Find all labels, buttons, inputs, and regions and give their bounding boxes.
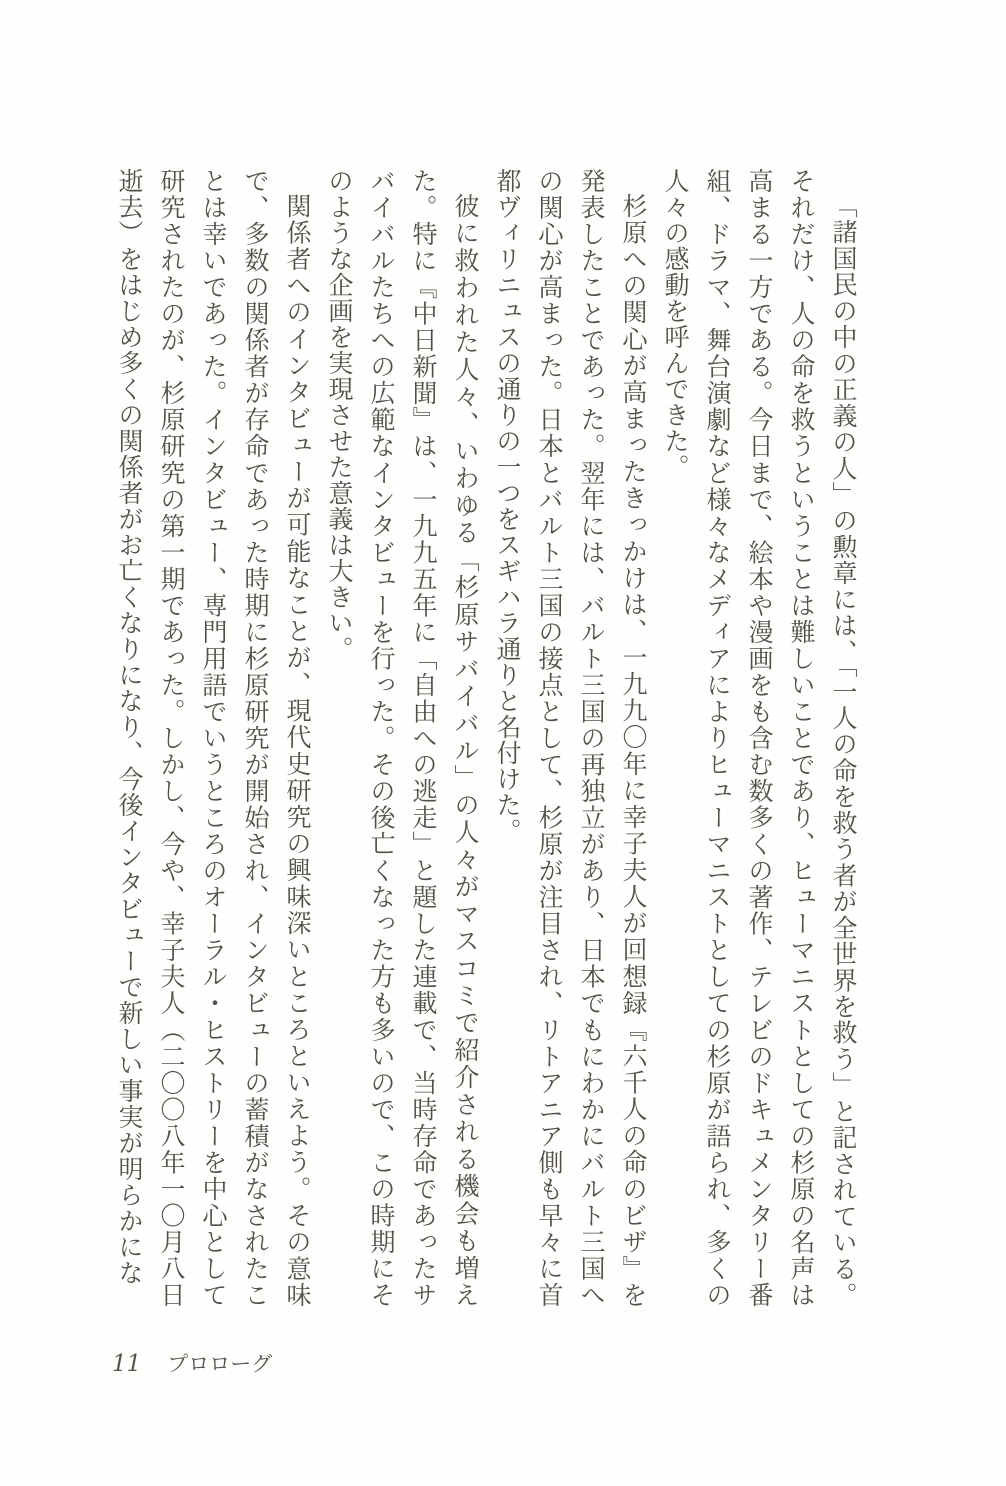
section-title: プロローグ [167, 1352, 273, 1376]
body-paragraph: 「諸国民の中の正義の人」の勲章には、「一人の命を救う者が全世界を救う」と記されている。それだけ、人の命を救うということは難しいことであり、ヒューマニストとしての杉原の名声は高まる一方である。今日まで、絵本や漫画をも含む数多くの著作、テレビのドキュメンタリー番組、ドラマ、舞台演劇など様々なメディアによりヒューマニストとしての杉原が語られ、多くの人々の感動を呼んできた。 [661, 168, 858, 1309]
body-paragraph: 彼に救われた人々、いわゆる「杉原サバイバル」の人々がマスコミで紹介される機会も増えた。特に『中日新聞』は、一九九五年に「自由への逃走」と題した連載で、当時存命であったサバイバルたちへの広範なインタビューを行った。その後亡くなった方も多いので、この時期にそのような企画を実現させた意義は大きい。 [325, 168, 480, 1308]
body-paragraph: 杉原への関心が高まったきっかけは、一九九〇年に幸子夫人が回想録『六千人の命のビザ』を発表したことであった。翌年には、バルト三国の再独立があり、日本でもにわかにバルト三国への関心が高まった。日本とバルト三国の接点として、杉原が注目され、リトアニア側も早々に首都ヴィリニュスの通りの一つをスギハラ通りと名付けた。 [493, 168, 648, 1308]
page-number: 11 [112, 1351, 142, 1377]
page-footer [112, 1348, 272, 1378]
body-paragraph: 関係者へのインタビューが可能なことが、現代史研究の興味深いところといえよう。その意味で、多数の関係者が存命であった時期に杉原研究が開始され、インタビューの蓄積がなされたことは幸いであった。インタビュー、専門用語でいうところのオーラル・ヒストリーを中心として研究されたのが、杉原研究の第一期であった。しかし、今や、幸子夫人（二〇〇八年一〇月八日逝去）をはじめ多くの関係者がお亡くなりになり、今後インタビューで新しい事実が明らかにな [115, 168, 312, 1308]
main-text-block [106, 168, 864, 1308]
